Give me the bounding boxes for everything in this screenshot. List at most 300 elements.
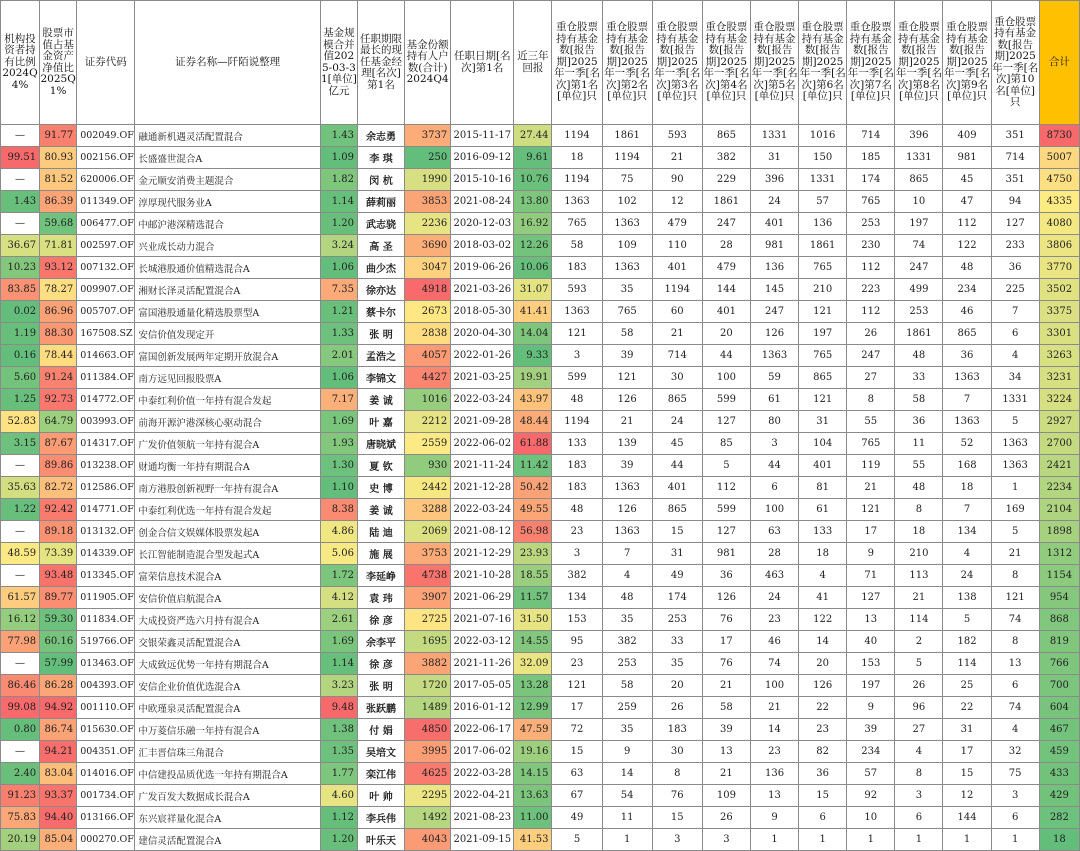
cell-rank-3: 20	[652, 675, 702, 697]
cell-rank-2: 35	[602, 609, 652, 631]
cell-rank-10: 74	[991, 609, 1039, 631]
cell-rank-2: 1363	[602, 213, 652, 235]
cell-rank-9: 22	[943, 697, 991, 719]
table-row	[1, 345, 1080, 367]
cell-name: 广发百发大数据成长混合A	[135, 785, 321, 807]
cell-rank-8: 4	[895, 741, 943, 763]
cell-rank-3: 45	[652, 433, 702, 455]
cell-rank-2: 126	[602, 389, 652, 411]
cell-rank-6: 401	[799, 455, 847, 477]
cell-rank-6: 4	[799, 565, 847, 587]
col-header-rank-9[interactable]: 重仓股票持有基金数[报告期]2025年一季[名次]第9名[单位]只	[943, 1, 991, 125]
cell-stock-ratio: 85.04	[40, 829, 77, 851]
col-header-rank-4[interactable]: 重仓股票持有基金数[报告期]2025年一季[名次]第4名[单位]只	[702, 1, 750, 125]
cell-rank-2: 39	[602, 455, 652, 477]
cell-code: 014317.OF	[77, 433, 135, 455]
cell-rank-7: 121	[847, 499, 895, 521]
cell-rank-6: 23	[799, 719, 847, 741]
table-row	[1, 455, 1080, 477]
col-header-rank-8[interactable]: 重仓股票持有基金数[报告期]2025年一季[名次]第8名[单位]只	[895, 1, 943, 125]
cell-stock-ratio: 78.27	[40, 279, 77, 301]
cell-rank-1: 183	[552, 455, 602, 477]
cell-start-date: 2015-10-16	[451, 169, 514, 191]
cell-rank-5: 24	[750, 191, 798, 213]
cell-holders: 3907	[405, 587, 451, 609]
cell-rank-10: 32	[991, 741, 1039, 763]
cell-code: 000270.OF	[77, 829, 135, 851]
table-row	[1, 763, 1080, 785]
cell-rank-5: 100	[750, 675, 798, 697]
cell-rank-1: 1194	[552, 125, 602, 147]
col-header-rank-5[interactable]: 重仓股票持有基金数[报告期]2025年一季[名次]第5名[单位]只	[750, 1, 798, 125]
cell-rank-8: 113	[895, 565, 943, 587]
cell-rank-9: 7	[943, 499, 991, 521]
cell-manager: 史 博	[357, 477, 404, 499]
col-header-rank-10[interactable]: 重仓股票持有基金数[报告期]2025年一季[名次]第10名[单位]只	[991, 1, 1039, 125]
cell-name: 南方远见回报股票A	[135, 367, 321, 389]
cell-3y-return: 14.04	[514, 323, 552, 345]
cell-3y-return: 43.97	[514, 389, 552, 411]
cell-rank-3: 90	[652, 169, 702, 191]
cell-holders: 1492	[405, 807, 451, 829]
cell-rank-7: 27	[847, 367, 895, 389]
cell-rank-7: 174	[847, 169, 895, 191]
cell-rank-8: 74	[895, 235, 943, 257]
cell-3y-return: 23.93	[514, 543, 552, 565]
cell-rank-7: 119	[847, 455, 895, 477]
cell-rank-2: 102	[602, 191, 652, 213]
cell-manager: 徐 彦	[357, 609, 404, 631]
cell-size: 1.12	[320, 807, 357, 829]
cell-size: 2.01	[320, 345, 357, 367]
cell-holders: 2069	[405, 521, 451, 543]
cell-manager: 陆 迪	[357, 521, 404, 543]
cell-rank-7: 153	[847, 653, 895, 675]
cell-holders: 3753	[405, 543, 451, 565]
cell-rank-5: 31	[750, 147, 798, 169]
cell-start-date: 2017-05-05	[451, 675, 514, 697]
cell-inst-ratio: 20.19	[1, 829, 40, 851]
cell-rank-8: 197	[895, 213, 943, 235]
cell-rank-7: 185	[847, 147, 895, 169]
cell-total: 433	[1039, 763, 1079, 785]
cell-rank-8: 1331	[895, 147, 943, 169]
cell-rank-9: 24	[943, 565, 991, 587]
col-header-rank-7[interactable]: 重仓股票持有基金数[报告期]2025年一季[名次]第7名[单位]只	[847, 1, 895, 125]
cell-rank-8: 21	[895, 587, 943, 609]
cell-code: 002049.OF	[77, 125, 135, 147]
cell-start-date: 2021-12-29	[451, 543, 514, 565]
cell-rank-3: 26	[652, 697, 702, 719]
col-header-inst-ratio[interactable]: 机构投资者持有比例2024Q4%	[1, 1, 40, 125]
cell-start-date: 2021-09-28	[451, 411, 514, 433]
cell-stock-ratio: 71.81	[40, 235, 77, 257]
cell-rank-9: 168	[943, 455, 991, 477]
table-row	[1, 631, 1080, 653]
cell-rank-5: 23	[750, 741, 798, 763]
cell-rank-4: 21	[702, 675, 750, 697]
cell-size: 1.20	[320, 213, 357, 235]
cell-rank-10: 1363	[991, 433, 1039, 455]
cell-rank-6: 81	[799, 477, 847, 499]
cell-stock-ratio: 59.30	[40, 609, 77, 631]
cell-start-date: 2017-06-02	[451, 741, 514, 763]
cell-inst-ratio: 0.02	[1, 301, 40, 323]
cell-rank-1: 382	[552, 565, 602, 587]
cell-rank-1: 48	[552, 389, 602, 411]
col-header-3y-return[interactable]: 近三年回报	[514, 1, 552, 125]
col-header-manager[interactable]: 任职期限最长的现任基金经理[名次]第1名	[357, 1, 404, 125]
cell-total: 2927	[1039, 411, 1079, 433]
cell-stock-ratio: 81.52	[40, 169, 77, 191]
cell-code: 007132.OF	[77, 257, 135, 279]
cell-name: 交银荣鑫灵活配置混合A	[135, 631, 321, 653]
cell-code: 014772.OF	[77, 389, 135, 411]
cell-rank-4: 229	[702, 169, 750, 191]
cell-size: 4.60	[320, 785, 357, 807]
cell-rank-7: 247	[847, 345, 895, 367]
cell-rank-1: 3	[552, 543, 602, 565]
cell-total: 3770	[1039, 257, 1079, 279]
col-header-stock-ratio[interactable]: 股票市值占基金资产净值比2025Q1%	[40, 1, 77, 125]
cell-rank-9: 122	[943, 235, 991, 257]
cell-rank-9: 36	[943, 345, 991, 367]
cell-total: 3263	[1039, 345, 1079, 367]
cell-inst-ratio: —	[1, 213, 40, 235]
cell-rank-2: 253	[602, 653, 652, 675]
cell-size: 1.35	[320, 741, 357, 763]
table-row	[1, 477, 1080, 499]
cell-rank-5: 63	[750, 521, 798, 543]
cell-code: 013132.OF	[77, 521, 135, 543]
cell-manager: 施 展	[357, 543, 404, 565]
cell-rank-4: 58	[702, 697, 750, 719]
col-header-rank-2[interactable]: 重仓股票持有基金数[报告期]2025年一季[名次]第2名[单位]只	[602, 1, 652, 125]
cell-inst-ratio: —	[1, 455, 40, 477]
cell-rank-1: 1194	[552, 169, 602, 191]
cell-3y-return: 13.80	[514, 191, 552, 213]
cell-rank-5: 1363	[750, 345, 798, 367]
cell-rank-10: 94	[991, 191, 1039, 213]
cell-rank-1: 67	[552, 785, 602, 807]
cell-rank-4: 21	[702, 763, 750, 785]
cell-size: 1.14	[320, 191, 357, 213]
cell-rank-6: 82	[799, 741, 847, 763]
cell-3y-return: 27.44	[514, 125, 552, 147]
cell-rank-1: 121	[552, 323, 602, 345]
cell-rank-7: 92	[847, 785, 895, 807]
table-row	[1, 125, 1080, 147]
cell-3y-return: 41.41	[514, 301, 552, 323]
cell-3y-return: 10.76	[514, 169, 552, 191]
col-header-holders[interactable]: 基金份额持有人户数(合计)2024Q4	[405, 1, 451, 125]
col-header-rank-6[interactable]: 重仓股票持有基金数[报告期]2025年一季[名次]第6名[单位]只	[799, 1, 847, 125]
cell-rank-9: 18	[943, 477, 991, 499]
cell-holders: 4850	[405, 719, 451, 741]
cell-rank-6: 122	[799, 609, 847, 631]
cell-total: 2234	[1039, 477, 1079, 499]
cell-stock-ratio: 60.16	[40, 631, 77, 653]
cell-rank-10: 351	[991, 125, 1039, 147]
cell-name: 中邮沪港深精选混合	[135, 213, 321, 235]
cell-code: 011905.OF	[77, 587, 135, 609]
col-header-rank-3[interactable]: 重仓股票持有基金数[报告期]2025年一季[名次]第3名[单位]只	[652, 1, 702, 125]
cell-total: 1312	[1039, 543, 1079, 565]
cell-rank-2: 21	[602, 411, 652, 433]
cell-stock-ratio: 89.86	[40, 455, 77, 477]
col-header-name[interactable]: 证券名称—阡陌说整理	[135, 1, 321, 125]
cell-rank-3: 15	[652, 807, 702, 829]
cell-rank-2: 54	[602, 785, 652, 807]
cell-rank-5: 3	[750, 433, 798, 455]
cell-stock-ratio: 88.30	[40, 323, 77, 345]
cell-rank-9: 134	[943, 521, 991, 543]
cell-total: 2421	[1039, 455, 1079, 477]
cell-name: 东兴宸祥量化混合A	[135, 807, 321, 829]
table-row	[1, 499, 1080, 521]
cell-code: 014771.OF	[77, 499, 135, 521]
cell-rank-5: 9	[750, 807, 798, 829]
cell-name: 中欧瑾泉灵活配置混合A	[135, 697, 321, 719]
cell-size: 7.35	[320, 279, 357, 301]
cell-rank-1: 17	[552, 697, 602, 719]
cell-rank-7: 40	[847, 631, 895, 653]
cell-rank-8: 8	[895, 499, 943, 521]
cell-start-date: 2022-03-24	[451, 389, 514, 411]
cell-rank-4: 109	[702, 785, 750, 807]
cell-manager: 李锦文	[357, 367, 404, 389]
cell-stock-ratio: 73.39	[40, 543, 77, 565]
col-header-start-date[interactable]: 任职日期[名次]第1名	[451, 1, 514, 125]
cell-size: 9.48	[320, 697, 357, 719]
cell-rank-10: 714	[991, 147, 1039, 169]
cell-stock-ratio: 87.67	[40, 433, 77, 455]
cell-rank-2: 1363	[602, 257, 652, 279]
cell-manager: 张 明	[357, 675, 404, 697]
cell-code: 011349.OF	[77, 191, 135, 213]
cell-rank-9: 234	[943, 279, 991, 301]
cell-3y-return: 56.98	[514, 521, 552, 543]
cell-total: 4335	[1039, 191, 1079, 213]
cell-code: 013463.OF	[77, 653, 135, 675]
cell-name: 富荣信息技术混合A	[135, 565, 321, 587]
cell-size: 1.69	[320, 411, 357, 433]
cell-name: 大成致远优势一年持有期混合A	[135, 653, 321, 675]
cell-holders: 1720	[405, 675, 451, 697]
cell-rank-6: 22	[799, 697, 847, 719]
cell-rank-6: 150	[799, 147, 847, 169]
cell-stock-ratio: 91.24	[40, 367, 77, 389]
cell-stock-ratio: 86.39	[40, 191, 77, 213]
cell-3y-return: 47.59	[514, 719, 552, 741]
cell-rank-9: 45	[943, 169, 991, 191]
cell-rank-2: 9	[602, 741, 652, 763]
cell-name: 中泰红利优选一年持有混合发起	[135, 499, 321, 521]
cell-rank-3: 76	[652, 785, 702, 807]
cell-3y-return: 11.42	[514, 455, 552, 477]
cell-inst-ratio: 1.19	[1, 323, 40, 345]
cell-rank-5: 100	[750, 499, 798, 521]
col-header-code[interactable]: 证券代码	[77, 1, 135, 125]
cell-stock-ratio: 91.77	[40, 125, 77, 147]
cell-3y-return: 41.53	[514, 829, 552, 851]
cell-rank-3: 24	[652, 411, 702, 433]
cell-code: 011834.OF	[77, 609, 135, 631]
cell-manager: 叶 帅	[357, 785, 404, 807]
cell-rank-4: 17	[702, 631, 750, 653]
cell-rank-2: 1861	[602, 125, 652, 147]
cell-inst-ratio: —	[1, 125, 40, 147]
cell-rank-2: 48	[602, 587, 652, 609]
cell-holders: 2838	[405, 323, 451, 345]
cell-holders: 3882	[405, 653, 451, 675]
cell-size: 1.21	[320, 301, 357, 323]
cell-holders: 2212	[405, 411, 451, 433]
cell-start-date: 2022-03-12	[451, 631, 514, 653]
cell-start-date: 2021-11-24	[451, 455, 514, 477]
cell-size: 3.23	[320, 675, 357, 697]
cell-rank-4: 76	[702, 653, 750, 675]
cell-rank-9: 182	[943, 631, 991, 653]
cell-manager: 叶乐天	[357, 829, 404, 851]
cell-rank-7: 223	[847, 279, 895, 301]
cell-rank-5: 23	[750, 609, 798, 631]
cell-rank-10: 8	[991, 565, 1039, 587]
cell-rank-2: 35	[602, 279, 652, 301]
cell-manager: 袁 玮	[357, 587, 404, 609]
cell-holders: 1016	[405, 389, 451, 411]
cell-inst-ratio: 86.46	[1, 675, 40, 697]
cell-rank-6: 36	[799, 763, 847, 785]
table-row	[1, 565, 1080, 587]
cell-size: 1.93	[320, 433, 357, 455]
cell-manager: 李兵伟	[357, 807, 404, 829]
table-row	[1, 741, 1080, 763]
cell-code: 013345.OF	[77, 565, 135, 587]
cell-code: 013238.OF	[77, 455, 135, 477]
cell-size: 1.06	[320, 257, 357, 279]
cell-total: 429	[1039, 785, 1079, 807]
cell-rank-8: 253	[895, 301, 943, 323]
cell-start-date: 2021-10-28	[451, 565, 514, 587]
cell-rank-2: 58	[602, 675, 652, 697]
cell-rank-5: 80	[750, 411, 798, 433]
cell-start-date: 2021-06-29	[451, 587, 514, 609]
cell-code: 004393.OF	[77, 675, 135, 697]
cell-name: 富国创新发展两年定期开放混合A	[135, 345, 321, 367]
cell-inst-ratio: 35.63	[1, 477, 40, 499]
cell-rank-7: 234	[847, 741, 895, 763]
cell-inst-ratio: 1.25	[1, 389, 40, 411]
cell-rank-10: 1363	[991, 455, 1039, 477]
cell-rank-6: 126	[799, 675, 847, 697]
table-row	[1, 411, 1080, 433]
cell-rank-5: 6	[750, 477, 798, 499]
cell-stock-ratio: 59.68	[40, 213, 77, 235]
col-header-rank-1[interactable]: 重仓股票持有基金数[报告期]2025年一季[名次]第1名[单位]只	[552, 1, 602, 125]
cell-rank-5: 981	[750, 235, 798, 257]
cell-name: 汇丰晋信珠三角混合	[135, 741, 321, 763]
cell-rank-6: 1861	[799, 235, 847, 257]
cell-size: 4.86	[320, 521, 357, 543]
cell-holders: 3737	[405, 125, 451, 147]
table-row	[1, 279, 1080, 301]
cell-rank-4: 1861	[702, 191, 750, 213]
cell-rank-3: 401	[652, 257, 702, 279]
cell-rank-9: 409	[943, 125, 991, 147]
table-row	[1, 367, 1080, 389]
table-row	[1, 191, 1080, 213]
cell-code: 519766.OF	[77, 631, 135, 653]
cell-rank-4: 865	[702, 125, 750, 147]
cell-rank-1: 765	[552, 213, 602, 235]
cell-rank-4: 28	[702, 235, 750, 257]
cell-rank-1: 72	[552, 719, 602, 741]
cell-stock-ratio: 78.44	[40, 345, 77, 367]
cell-rank-10: 36	[991, 257, 1039, 279]
cell-holders: 3288	[405, 499, 451, 521]
cell-inst-ratio: 48.59	[1, 543, 40, 565]
cell-inst-ratio: 52.83	[1, 411, 40, 433]
table-row	[1, 433, 1080, 455]
cell-rank-3: 31	[652, 543, 702, 565]
cell-rank-7: 57	[847, 763, 895, 785]
table-row	[1, 521, 1080, 543]
cell-stock-ratio: 89.77	[40, 587, 77, 609]
cell-rank-7: 10	[847, 807, 895, 829]
cell-stock-ratio: 93.12	[40, 257, 77, 279]
cell-rank-8: 8	[895, 763, 943, 785]
cell-manager: 孟浩之	[357, 345, 404, 367]
cell-rank-3: 30	[652, 741, 702, 763]
cell-rank-1: 593	[552, 279, 602, 301]
cell-rank-7: 1	[847, 829, 895, 851]
col-header-size[interactable]: 基金规模合并值2025-03-31[单位]亿元	[320, 1, 357, 125]
cell-rank-3: 110	[652, 235, 702, 257]
table-row	[1, 829, 1080, 851]
cell-rank-9: 52	[943, 433, 991, 455]
cell-total: 5007	[1039, 147, 1079, 169]
cell-rank-1: 153	[552, 609, 602, 631]
cell-manager: 曲少杰	[357, 257, 404, 279]
cell-3y-return: 18.55	[514, 565, 552, 587]
cell-name: 南方港股创新视野一年持有混合A	[135, 477, 321, 499]
cell-rank-2: 39	[602, 345, 652, 367]
cell-rank-10: 121	[991, 587, 1039, 609]
cell-manager: 李 琪	[357, 147, 404, 169]
cell-start-date: 2022-06-02	[451, 433, 514, 455]
cell-rank-3: 865	[652, 499, 702, 521]
cell-inst-ratio: 75.83	[1, 807, 40, 829]
cell-rank-6: 6	[799, 807, 847, 829]
cell-rank-9: 25	[943, 675, 991, 697]
cell-size: 1.14	[320, 653, 357, 675]
cell-code: 014339.OF	[77, 543, 135, 565]
cell-rank-1: 63	[552, 763, 602, 785]
cell-rank-1: 95	[552, 631, 602, 653]
cell-rank-8: 27	[895, 719, 943, 741]
cell-size: 1.30	[320, 455, 357, 477]
cell-rank-6: 210	[799, 279, 847, 301]
cell-inst-ratio: 0.80	[1, 719, 40, 741]
cell-rank-5: 126	[750, 323, 798, 345]
col-header-total[interactable]: 合计	[1039, 1, 1079, 125]
cell-3y-return: 9.33	[514, 345, 552, 367]
cell-inst-ratio: 2.40	[1, 763, 40, 785]
cell-manager: 余志勇	[357, 125, 404, 147]
header-row	[1, 1, 1080, 125]
cell-rank-7: 17	[847, 521, 895, 543]
